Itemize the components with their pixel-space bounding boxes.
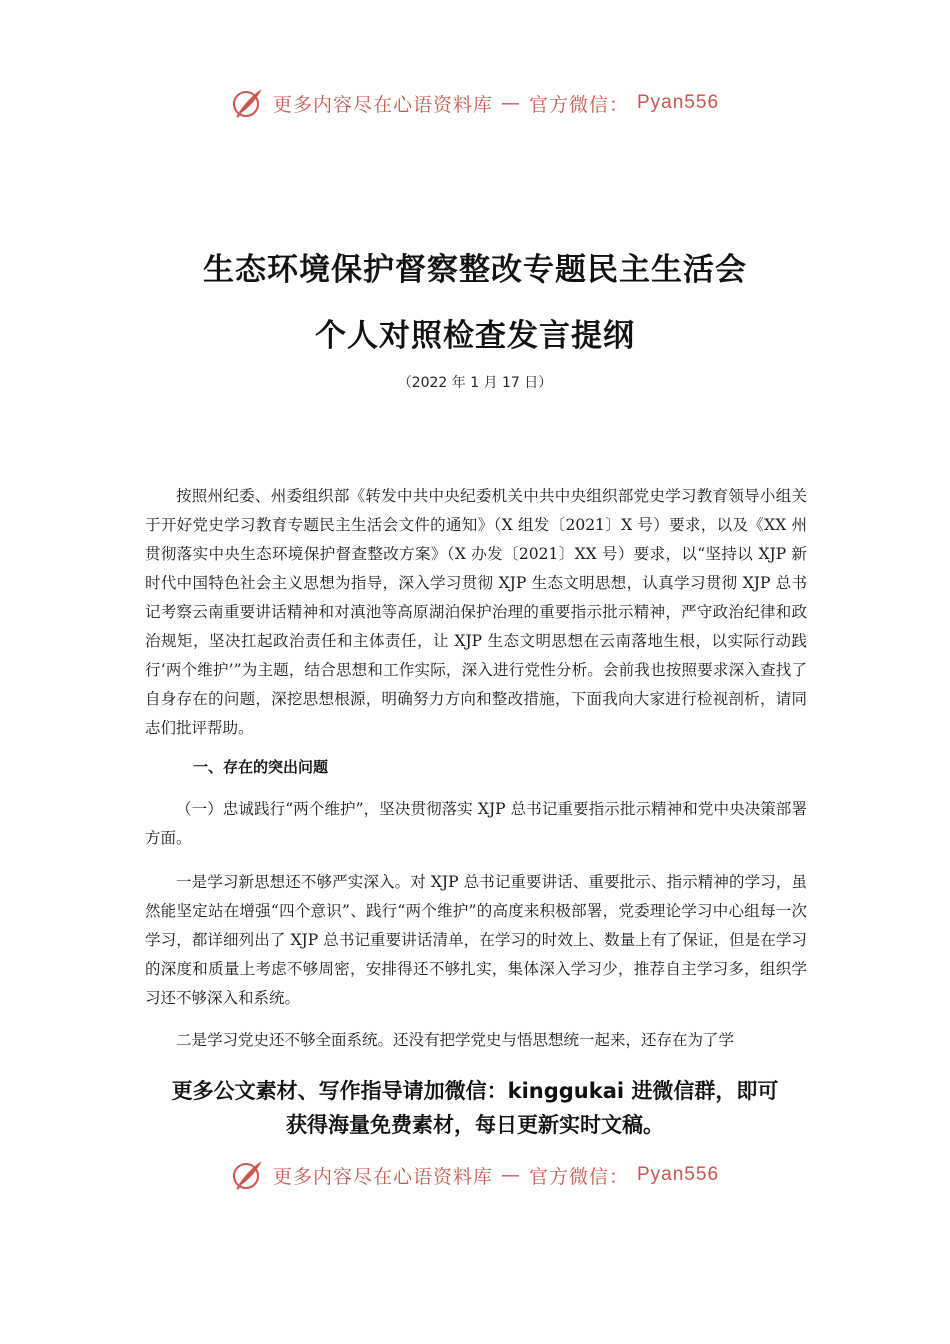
watermark-site-name: 更多内容尽在心语资料库 [272,1165,493,1188]
subsection-paragraph-block [145,795,807,853]
document-date: （2022 年 1 月 17 日） [397,375,553,391]
section-heading: 一、存在的突出问题 [193,758,329,776]
document-title-line1: 生态环境保护督察整改专题民主生活会 [203,252,747,288]
point2-paragraph: 二是学习党史还不够全面系统。还没有把学党史与悟思想统一起来，还存在为了学 [176,1031,735,1049]
document-title-line2: 个人对照检查发言提纲 [315,318,635,354]
promo-line1: 更多公文素材、写作指导请加微信：kinggukai 进微信群，即可 [171,1079,779,1103]
watermark-account: Pyan556 [637,1164,720,1185]
point2-paragraph-block [145,1026,807,1055]
header-watermark [0,86,950,120]
point1-paragraph-block [145,868,807,1013]
subsection-paragraph: （一）忠诚践行“两个维护”，坚决贯彻落实 XJP 总书记重要指示批示精神和党中央决策部署方面。 [145,800,807,847]
watermark-wechat-label: 官方微信： [528,1165,629,1188]
feather-quill-logo-icon [231,1158,265,1192]
intro-paragraph: 按照州纪委、州委组织部《转发中共中央纪委机关中共中央组织部党史学习教育领导小组关于开好党史学习教育专题民主生活会文件的通知》（X 组发〔2021〕X 号）要求，以及《XX 州贯彻落实中央生态环境保护督查整改方案》（X 办发〔2021〕XX 号）要求，以“坚持以 XJP 新时代中国特色社会主义思想为指导，深入学习贯彻 XJP 生态文明思想，认真学习贯彻 XJP 总书记考察云南重要讲话精神和对滇池等高原湖泊保护治理的重要指示批示精神，严守政治纪律和政治规矩，坚决扛起政治责任和主体责任，让 XJP 生态文明思想在云南落地生根，以实际行动践行‘两个维护’”为主题，结合思想和工作实际，深入进行党性分析。会前我也按照要求深入查找了自身存在的问题，深挖思想根源，明确努力方向和整改措施，下面我向大家进行检视剖析，请同志们批评帮助。 [145,487,807,737]
watermark-account: Pyan556 [637,92,720,113]
watermark-separator: — [500,1164,521,1186]
feather-quill-logo-icon [231,86,265,120]
watermark-site-name: 更多内容尽在心语资料库 [272,93,493,116]
watermark-wechat-label: 官方微信： [528,93,629,116]
intro-paragraph-block [145,482,807,743]
point1-paragraph: 一是学习新思想还不够严实深入。对 XJP 总书记重要讲话、重要批示、指示精神的学习，虽然能坚定站在增强“四个意识”、践行“两个维护”的高度来积极部署，党委理论学习中心组每一次学习，都详细列出了 XJP 总书记重要讲话清单，在学习的时效上、数量上有了保证，但是在学习的深度和质量上考虑不够周密，安排得还不够扎实，集体深入学习少，推荐自主学习多，组织学习还不够深入和系统。 [145,873,807,1007]
footer-watermark [0,1158,950,1192]
watermark-separator: — [500,92,521,114]
promo-line2: 获得海量免费素材，每日更新实时文稿。 [286,1113,664,1137]
